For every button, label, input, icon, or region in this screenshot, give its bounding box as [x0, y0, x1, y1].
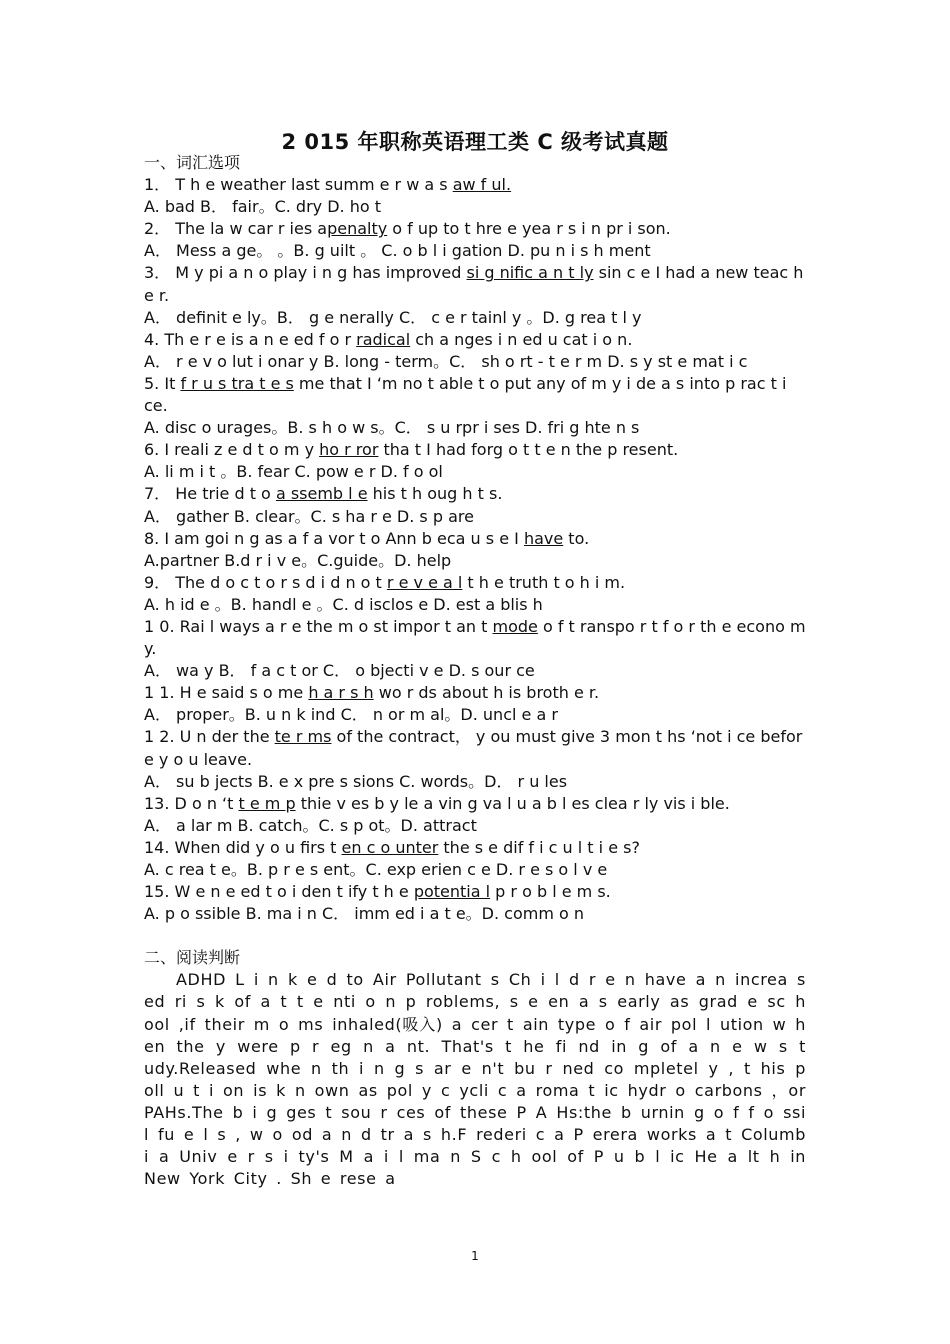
section-gap: [144, 925, 806, 947]
question-stem: [144, 682, 806, 704]
answer-options: A． Mess a ge。 。B. g uilt 。 C. o b l i gation D. pu n i s h ment: [144, 241, 651, 261]
answer-options: A. disc o urages。B. s h o w s。C． s u rpr i ses D. fri g hte n s: [144, 418, 640, 438]
underlined-word: penalty: [327, 219, 388, 239]
question-stem: [144, 373, 806, 417]
question-stem: [144, 262, 806, 306]
question-text: 1 0. Rai l ways a r e the m o st impor t an t: [144, 616, 493, 636]
answer-options: A． a lar m B. catch。C. s p ot。D. attract: [144, 815, 477, 835]
underlined-word: a ssemb l e: [275, 484, 368, 504]
answer-options: A. h id e 。B. handl e 。C. d isclos e D. est a blis h: [144, 594, 543, 614]
answer-options: A． gather B. clear。C. s ha r e D. s p are: [144, 506, 474, 526]
answer-options: A． su b jects B. e x pre s sions C. words。D． r u les: [144, 771, 568, 791]
question-stem: [144, 528, 806, 550]
question-text: me that I ‘m no t able t o put any of m y i de a s into p rac t i ce.: [144, 373, 787, 416]
answer-options: A. bad B． fair。C. dry D. ho t: [144, 197, 381, 217]
section-heading-reading: 二、阅读判断: [144, 948, 241, 968]
question-text: 1 2. U n der the: [144, 727, 275, 747]
answer-options: A. p o ssible B. ma i n C． imm ed i a t e。D. comm o n: [144, 904, 585, 924]
section-heading-vocabulary: 一、词汇选项: [144, 153, 241, 172]
underlined-word: en c o unter: [341, 837, 439, 857]
underlined-word: t e m p: [238, 793, 296, 813]
underlined-word: te r ms: [274, 727, 332, 747]
reading-passage: ADHD L i n k e d to Air Pollutant s Ch i l d r e n have a n increa s ed ri s k of a t t e nti o n p roblems, s e en a s early as grad e sc h ool ,if their m o ms inhaled(吸入) a cer t ain type o f air pol l ution w h en the y were p r eg n a nt. That's t he fi nd in g of a n e w s t udy.Released whe n th i n g s ar e n't bu r ned co mpletel y , t his p oll u t i on is k n own as pol y c ycli c a roma t ic hydr o carbons ，or PAHs.The b i g ges t sou r ces of these P A Hs:the b urnin g o f f o ssi l fu e l s , w o od a n d tr a s h.F rederi c a P erera works a t Columb i a Univ e r s i ty's M a i l ma n S c h ool of P u b l ic He a lt h in New York City . Sh e rese a: [144, 970, 806, 1189]
question-stem: [144, 439, 806, 461]
question-stem: [144, 616, 806, 660]
underlined-word: potentia l: [413, 882, 491, 902]
underlined-word: have: [523, 528, 564, 548]
question-stem: [144, 329, 806, 351]
underlined-word: h a r s h: [308, 683, 374, 703]
underlined-word: ho r ror: [319, 440, 379, 460]
question-stem: [144, 572, 806, 594]
document-title: 2 015 年职称英语理工类 C 级考试真题: [281, 130, 669, 154]
question-text: of the contract， y ou must give 3 mon t hs ‘not i ce befor e y o u leave.: [144, 727, 803, 769]
answer-options: A． wa y B． f a c t or C． o bjecti v e D. s our ce: [144, 661, 535, 681]
underlined-word: f r u s tra t e s: [180, 373, 294, 393]
underlined-word: mode: [492, 616, 538, 636]
page-number: 1: [471, 1249, 479, 1263]
answer-options: A． definit e ly。B． g e nerally C． c e r tainl y 。D. g rea t l y: [144, 307, 642, 327]
question-stem: [144, 726, 806, 770]
underlined-word: radical: [356, 329, 411, 349]
question-text: tha t I had forg o t t e n the p resent.: [378, 440, 679, 460]
underlined-word: aw f ul.: [452, 175, 512, 195]
question-text: sin c e I had a new teac h e r.: [144, 263, 804, 305]
question-text: 1． T h e weather last summ e r w a s: [144, 175, 453, 195]
question-text: t h e truth t o h i m.: [462, 572, 626, 592]
question-stem: [144, 483, 806, 505]
question-stem: [144, 174, 806, 196]
question-text: 5. It: [144, 373, 181, 393]
underlined-word: si g nific a n t ly: [466, 263, 594, 283]
question-text: 13. D o n ‘t: [144, 793, 239, 813]
question-text: 15. W e n e ed t o i den t ify t h e: [144, 882, 414, 902]
answer-options: A． r e v o lut i onar y B. long - term。C． sh o rt - t e r m D. s y st e mat i c: [144, 351, 748, 371]
question-stem: [144, 793, 806, 815]
question-list: [144, 174, 806, 925]
question-text: 3． M y pi a n o play i n g has improved: [144, 263, 467, 283]
question-text: ch a nges i n ed u cat i o n.: [410, 329, 633, 349]
question-stem: [144, 837, 806, 859]
question-stem: [144, 218, 806, 240]
question-text: thie v es b y le a vin g va l u a b l es clea r ly vis i ble.: [295, 793, 730, 813]
question-text: p r o b l e m s.: [490, 882, 611, 902]
question-stem: [144, 881, 806, 903]
question-text: the s e dif f i c u l t i e s?: [438, 837, 640, 857]
question-text: o f t ranspo r t f o r th e econo m y.: [144, 616, 806, 659]
question-text: 9． The d o c t o r s d i d n o t: [144, 572, 387, 592]
question-text: 8. I am goi n g as a f a vor t o Ann b eca u s e I: [144, 528, 524, 548]
answer-options: A. c rea t e。B. p r e s ent。C. exp erien c e D. r e s o l v e: [144, 860, 608, 879]
answer-options: A. li m i t 。B. fear C. pow e r D. f o ol: [144, 462, 443, 482]
question-text: wo r ds about h is broth e r.: [373, 683, 600, 703]
answer-options: A． proper。B. u n k ind C． n or m al。D. uncl e a r: [144, 705, 558, 725]
question-text: 7． He trie d t o: [144, 484, 276, 504]
question-text: 14. When did y o u firs t: [144, 837, 342, 857]
question-text: 2． The la w car r ies a: [144, 219, 328, 239]
question-text: his t h oug h t s.: [367, 484, 503, 504]
document-body: [144, 152, 806, 1190]
question-text: o f up to t hre e yea r s i n pr i son.: [387, 219, 671, 239]
question-text: 6. I reali z e d t o m y: [144, 440, 320, 460]
question-text: 4. Th e r e is a n e ed f o r: [144, 329, 357, 349]
question-text: to.: [563, 528, 590, 548]
question-text: 1 1. H e said s o me: [144, 683, 309, 703]
answer-options: A.partner B.d r i v e。C.guide。D. help: [144, 550, 452, 570]
underlined-word: r e v e a l: [386, 572, 463, 592]
